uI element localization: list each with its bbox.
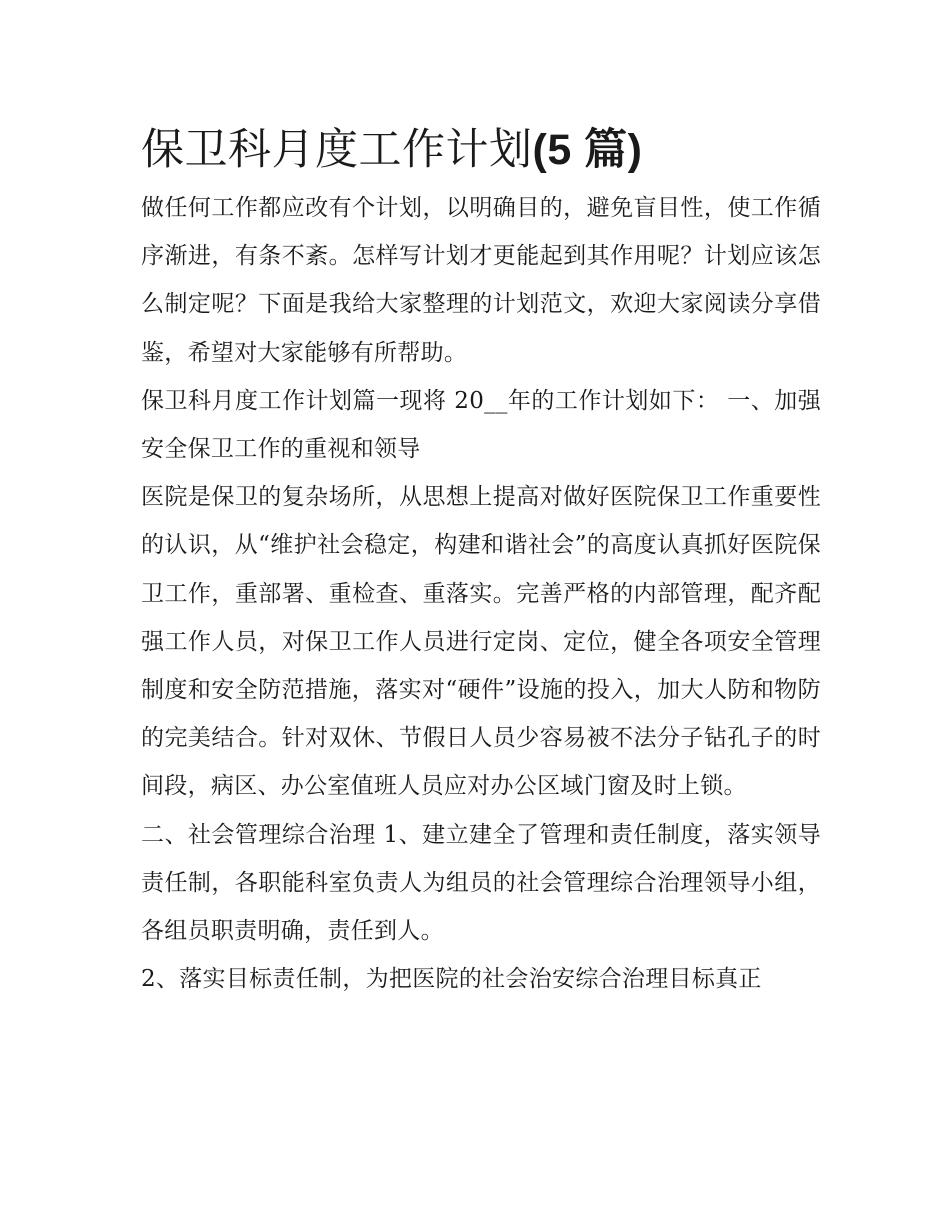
section-heading-paragraph: 保卫科月度工作计划篇一现将 20__年的工作计划如下： 一、加强安全保卫工作的重视和领导 (141, 387, 821, 463)
document-title (141, 118, 821, 182)
document-body (141, 118, 821, 1003)
body-paragraph: 医院是保卫的复杂场所，从思想上提高对做好医院保卫工作重要性的认识，从“维护社会稳定，构建和谐社会”的高度认真抓好医院保卫工作，重部署、重检查、重落实。完善严格的内部管理，配齐配强工作人员，对保卫工作人员进行定岗、定位，健全各项安全管理制度和安全防范措施，落实对“硬件”设施的投入，加大人防和物防的完美结合。针对双休、节假日人员少容易被不法分子钻孔子的时间段，病区、办公室值班人员应对办公区域门窗及时上锁。 (141, 484, 821, 800)
intro-paragraph: 做任何工作都应改有个计划，以明确目的，避免盲目性，使工作循序渐进，有条不紊。怎样写计划才更能起到其作用呢？计划应该怎么制定呢？下面是我给大家整理的计划范文，欢迎大家阅读分享借鉴，希望对大家能够有所帮助。 (141, 195, 821, 366)
title-suffix: (5 篇) (532, 126, 643, 174)
body-paragraph: 2、落实目标责任制，为把医院的社会治安综合治理目标真正 (141, 966, 762, 993)
title-main: 保卫科月度工作计划 (141, 125, 533, 175)
body-paragraph: 二、社会管理综合治理 1、建立建全了管理和责任制度，落实领导责任制，各职能科室负责人为组员的社会管理综合治理领导小组，各组员职责明确，责任到人。 (141, 821, 821, 945)
